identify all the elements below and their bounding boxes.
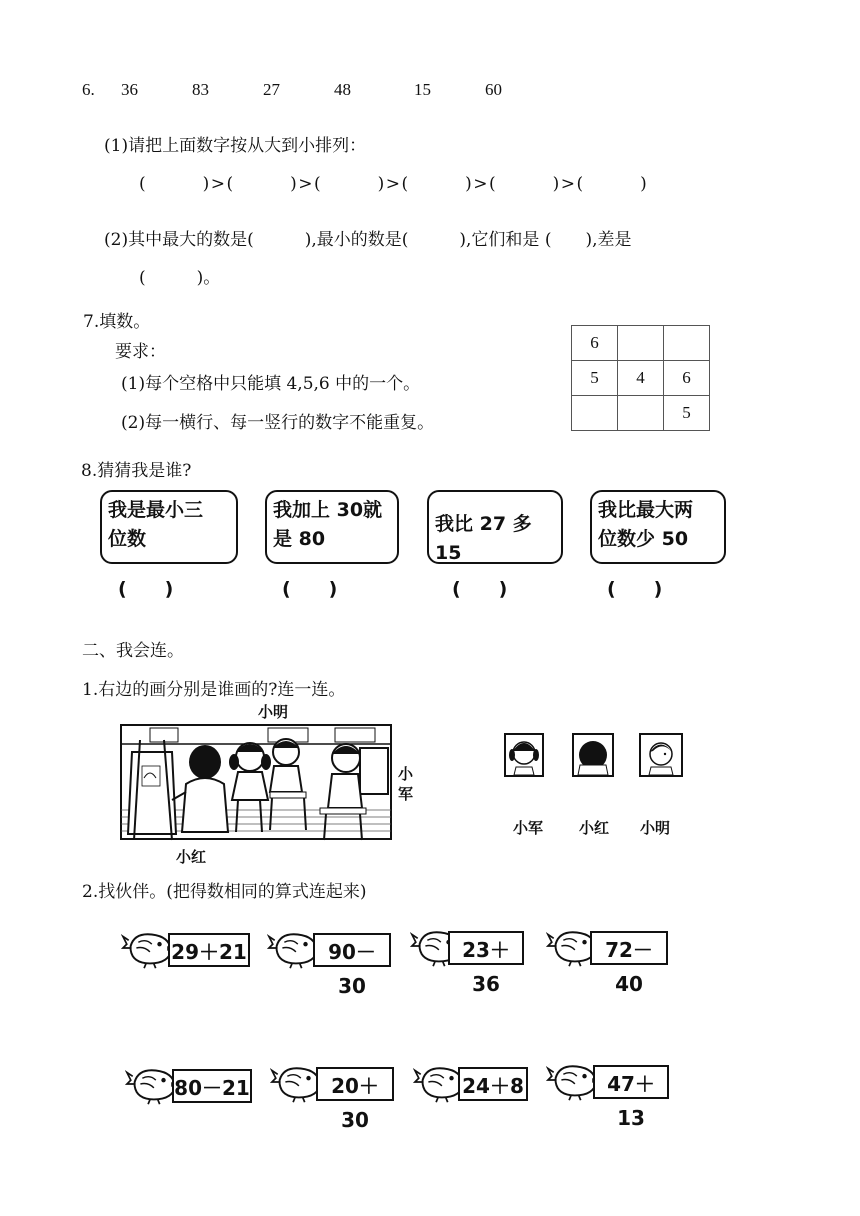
picture-2[interactable]	[572, 733, 614, 777]
picture-3[interactable]	[639, 733, 683, 777]
grid-cell[interactable]: 6	[572, 326, 618, 361]
riddle-line: 位数少 50	[598, 528, 689, 550]
expression-card[interactable]: 23＋36	[448, 931, 524, 965]
name-xiaoming: 小明	[258, 703, 289, 721]
riddle-box	[427, 490, 563, 564]
q6-number: 15	[414, 80, 431, 99]
grid-cell[interactable]: 4	[618, 361, 664, 396]
picture-1[interactable]	[504, 733, 544, 777]
expression-card[interactable]: 90－30	[313, 933, 391, 967]
q7-requirement: 要求：	[115, 342, 166, 362]
answer-blank[interactable]: ( )	[118, 578, 174, 600]
riddle-line: 我是最小三	[108, 499, 204, 521]
number-grid	[571, 325, 710, 431]
grid-cell[interactable]	[618, 396, 664, 431]
q6-part2: (2)其中最大的数是( ),最小的数是( ),它们和是 ( ),差是	[104, 230, 632, 250]
riddle-line: 我加上 30就	[273, 499, 383, 521]
grid-cell[interactable]	[618, 326, 664, 361]
answer-blank[interactable]: ( )	[282, 578, 338, 600]
expression-card[interactable]: 24＋8	[458, 1067, 528, 1101]
grid-cell[interactable]: 6	[664, 361, 710, 396]
grid-cell[interactable]	[572, 396, 618, 431]
riddle-line: 我比最大两	[598, 499, 694, 521]
bird-icon	[267, 926, 319, 970]
q6-number: 36	[121, 80, 138, 99]
grid-cell[interactable]	[664, 326, 710, 361]
riddle-box	[100, 490, 238, 564]
expression-card[interactable]: 80－21	[172, 1069, 252, 1103]
name-xiaojun: 小军	[398, 765, 414, 803]
riddle-box	[265, 490, 399, 564]
q6-part1: (1)请把上面数字按从大到小排列：	[104, 136, 367, 156]
s2-q2-title: 2.找伙伴。(把得数相同的算式连起来)	[82, 882, 367, 902]
grid-cell[interactable]: 5	[664, 396, 710, 431]
bird-icon	[270, 1060, 322, 1104]
q7-rule-2: (2)每一横行、每一竖行的数字不能重复。	[121, 413, 435, 433]
picture-label: 小军	[513, 819, 544, 837]
answer-blank[interactable]: ( )	[607, 578, 663, 600]
expression-card[interactable]: 20＋30	[316, 1067, 394, 1101]
expression-card[interactable]: 29＋21	[168, 933, 250, 967]
bird-icon	[121, 926, 173, 970]
section-2-title: 二、我会连。	[82, 641, 184, 661]
picture-label: 小红	[579, 819, 610, 837]
riddle-line: 是 80	[273, 528, 326, 550]
q6-number: 48	[334, 80, 351, 99]
q8-title: 8.猜猜我是谁?	[81, 461, 192, 481]
q6-part2-continued: ( )。	[139, 268, 221, 288]
q7-rule-1: (1)每个空格中只能填 4,5,6 中的一个。	[121, 374, 421, 394]
expression-card[interactable]: 72－40	[590, 931, 668, 965]
q6-number: 83	[192, 80, 209, 99]
riddle-line: 我比 27 多 15	[435, 513, 532, 564]
picture-label: 小明	[640, 819, 671, 837]
grid-cell[interactable]: 5	[572, 361, 618, 396]
answer-blank[interactable]: ( )	[452, 578, 508, 600]
q6-order-blanks: ( )>( )>( )>( )>( )>( )	[139, 174, 649, 194]
bird-icon	[125, 1062, 177, 1106]
riddle-box	[590, 490, 726, 564]
q6-number: 27	[263, 80, 280, 99]
name-xiaohong: 小红	[176, 848, 207, 866]
q6-number: 60	[485, 80, 502, 99]
s2-q1-title: 1.右边的画分别是谁画的?连一连。	[82, 680, 346, 700]
children-drawing-illustration	[120, 722, 395, 847]
q7-title: 7.填数。	[83, 312, 151, 332]
riddle-line: 位数	[108, 528, 147, 550]
expression-card[interactable]: 47＋13	[593, 1065, 669, 1099]
q6-label: 6.	[82, 80, 95, 99]
bird-icon	[546, 1058, 598, 1102]
